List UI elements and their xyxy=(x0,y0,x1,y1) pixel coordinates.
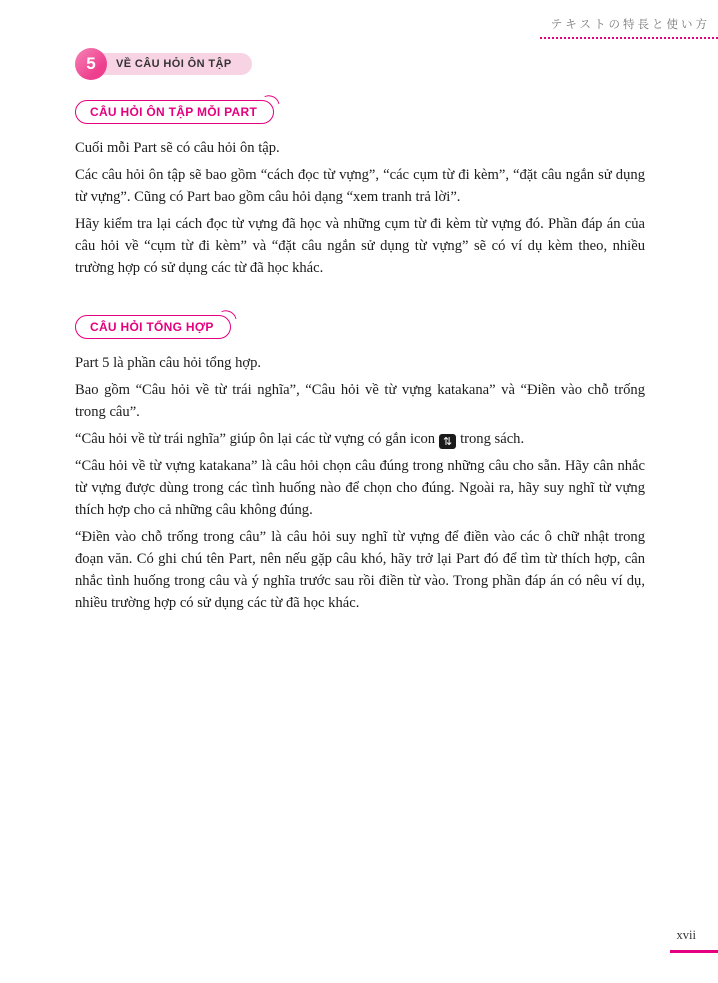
section-number-badge-row xyxy=(75,48,645,80)
page-footer xyxy=(670,928,718,953)
paragraph: Bao gồm “Câu hỏi về từ trái nghĩa”, “Câu hỏi về từ vựng katakana” và “Điền vào chỗ trống trong câu”. xyxy=(75,382,645,420)
footer-accent-rule xyxy=(670,950,718,953)
paragraph: Hãy kiểm tra lại cách đọc từ vựng đã học và những cụm từ đi kèm từ vựng đó. Phần đáp án của câu hỏi về “cụm từ đi kèm” và “đặt câu ngắn sử dụng từ vựng” sẽ có ví dụ kèm theo, nhiều trường hợp có sử dụng các từ đã học khác. xyxy=(75,216,645,276)
page-header xyxy=(540,16,718,39)
section-general-questions xyxy=(75,315,645,614)
section-heading: CÂU HỎI ÔN TẬP MỖI PART xyxy=(75,100,274,124)
paragraph: Part 5 là phần câu hỏi tổng hợp. xyxy=(75,355,262,371)
section-review-questions-per-part xyxy=(75,100,645,279)
paragraph-with-icon xyxy=(75,428,645,450)
paragraph: “Điền vào chỗ trống trong câu” là câu hỏi suy nghĩ từ vựng để điền vào các ô chữ nhật trong đoạn văn. Có ghi chú tên Part, nên nếu gặp câu khó, hãy trở lại Part đó để tìm từ thích hợp, cân nhắc tình huống trong câu và ý nghĩa trước sau rồi điền từ vào. Trong phần đáp án có nêu ví dụ, nhiều trường hợp có sử dụng các từ đã học khác. xyxy=(75,529,645,611)
antonym-swap-icon xyxy=(439,434,456,449)
section-heading: CÂU HỎI TỔNG HỢP xyxy=(75,315,231,339)
paragraph-text: trong sách. xyxy=(460,431,525,447)
paragraph: Cuối mỗi Part sẽ có câu hỏi ôn tập. xyxy=(75,140,280,156)
page-number: xvii xyxy=(676,928,696,942)
swap-icon-glyph: ⇅ xyxy=(442,435,453,448)
section-badge-label: VỀ CÂU HỎI ÔN TẬP xyxy=(94,53,252,75)
paragraph: Các câu hỏi ôn tập sẽ bao gồm “cách đọc từ vựng”, “các cụm từ đi kèm”, “đặt câu ngắn sử dụng từ vựng”. Cũng có Part bao gồm câu hỏi dạng “xem tranh trả lời”. xyxy=(75,167,645,205)
section-number-badge: 5 xyxy=(75,48,107,80)
header-title: テキストの特長と使い方 xyxy=(550,17,710,31)
paragraph-text: “Câu hỏi về từ trái nghĩa” giúp ôn lại các từ vựng có gắn icon xyxy=(75,431,436,447)
header-dotted-rule xyxy=(540,37,718,39)
paragraph: “Câu hỏi về từ vựng katakana” là câu hỏi chọn câu đúng trong những câu cho sẵn. Hãy cân nhắc từ vựng được dùng trong các tình huống nào để chọn cho đúng. Ngoài ra, hãy suy nghĩ từ vựng thích hợp cho cả những câu không đúng. xyxy=(75,458,645,518)
